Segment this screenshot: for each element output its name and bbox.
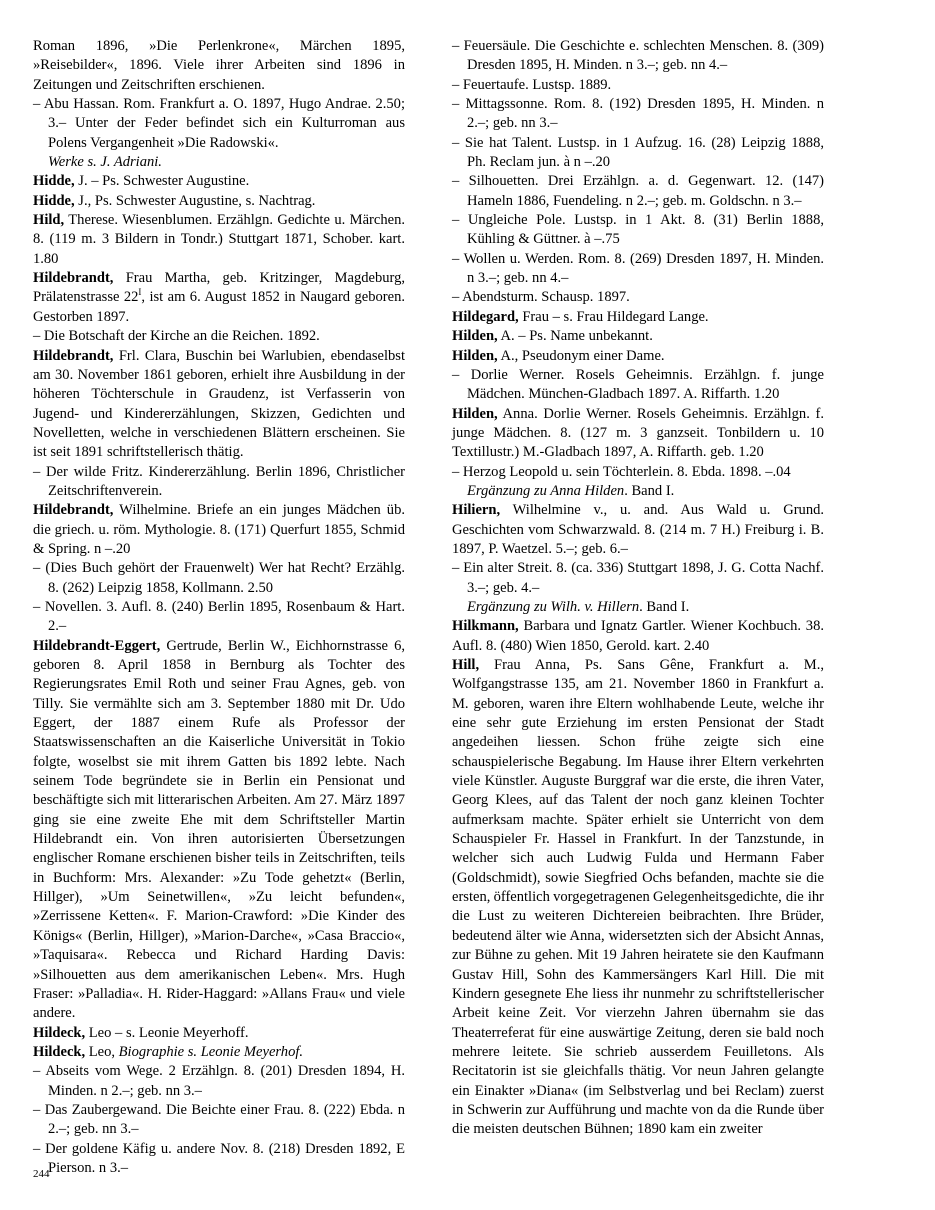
entry-body: A., Pseudonym einer Dame.	[497, 347, 665, 364]
work-item	[452, 250, 824, 289]
work-item	[452, 95, 824, 134]
work-item	[452, 559, 824, 598]
work-item	[33, 1140, 405, 1179]
entry-headword: Hidde,	[33, 173, 75, 190]
entry-body-part-one: Frau Anna, Ps. Sans Gêne, Frankfurt a. M., Wolfgangstrasse 135, am 21. November 1860 in Frankfurt a. M. geboren, waren ihre Eltern wohlhabende Leute, welche ihr eine sehr gute Erziehung im ersten Pensionat der Stadt angedeihen liessen. Schon frühe zeigte sich eine schauspielerische Begabung. Im Hause ihrer Eltern verkehrten viele Künstler. Auguste Burggraf war die erste, die ihren Vater, Georg Klees, auf das Talent der noch ganz kleinen Tochter aufmerksam machte. Später erhielt sie Unterricht von dem Schauspieler Fr. Hassel in Frankfurt. In der Tanzstunde, in welcher sich auch Ludwig Fulda und Hermann Faber (Goldschmidt), sowie Siegfried Ochs befanden, machte sie	[452, 657, 824, 886]
entry-headword: Hilden,	[452, 405, 498, 422]
lexicon-entry	[452, 347, 824, 366]
work-item-text: – Die Botschaft der Kirche an die Reichen. 1892.	[33, 328, 320, 345]
entry-body: J. – Ps. Schwester Augustine.	[74, 173, 250, 190]
entry-body: Therese. Wiesenblumen. Erzählgn. Gedichte u. Märchen. 8. (119 m. 3 Bildern in Tondr.) Stuttgart 1871, Schober. kart. 1.80	[33, 212, 405, 267]
entry-italic-reference: Biographie s. Leonie Meyerhof.	[118, 1043, 304, 1060]
work-item-text: – Wollen u. Werden. Rom. 8. (269) Dresden 1897, H. Minden. n 3.–; geb. nn 4.–	[452, 250, 824, 287]
entry-body-after-superscript: , ist am 6. August 1852 in Naugard geboren. Gestorben 1897.	[33, 289, 405, 325]
lexicon-entry	[452, 617, 824, 656]
entry-tight-justified-line: die ersten, öffentlich vorgegetragenen Gelegenheitsgedichte,	[452, 869, 824, 906]
cross-reference-note	[452, 598, 824, 617]
work-item	[452, 366, 824, 405]
lexicon-entry	[33, 211, 405, 269]
entry-headword: Hilden,	[452, 347, 498, 364]
entry-headword: Hidde,	[33, 192, 75, 209]
paragraph-text: Roman 1896, »Die Perlenkrone«, Märchen 1895, »Reisebilder«, 1896. Viele ihrer Arbeiten sind 1896 in Zeitungen und Zeitschriften erschienen.	[33, 38, 405, 93]
entry-body: A. – Ps. Name unbekannt.	[497, 328, 653, 345]
work-item	[452, 172, 824, 211]
lexicon-entry	[33, 501, 405, 559]
work-item-text: – Feuersäule. Die Geschichte e. schlechten Menschen. 8. (309) Dresden 1895, H. Minden. n 3.–; geb. nn 4.–	[452, 38, 824, 74]
work-item-text: – Mittagssonne. Rom. 8. (192) Dresden 1895, H. Minden. n 2.–; geb. nn 3.–	[452, 96, 824, 132]
work-item-text: – Silhouetten. Drei Erzählgn. a. d. Gegenwart. 12. (147) Hameln 1886, Fuendeling. n 2.–; geb. m. Goldschn. n 3.–	[452, 173, 824, 209]
lexicon-entry	[33, 172, 405, 191]
cross-reference-volume: . Band I.	[639, 598, 690, 615]
cross-reference-volume: . Band I.	[624, 482, 675, 499]
work-item-text: – Feuertaufe. Lustsp. 1889.	[452, 76, 612, 93]
cross-reference-note	[452, 482, 824, 501]
work-item	[33, 598, 405, 637]
cross-reference-italic: Ergänzung zu Anna Hilden	[467, 482, 625, 499]
lexicon-entry	[33, 637, 405, 1024]
entry-headword: Hilkmann,	[452, 618, 519, 635]
work-item	[33, 1062, 405, 1101]
entry-body: Wilhelmine v., u. and. Aus Wald u. Grund. Geschichten vom Schwarzwald. 8. (214 m. 7 H.) Freiburg i. B. 1897, P. Waetzel. 5.–; geb. 6.–	[452, 502, 824, 557]
entry-headword: Hild,	[33, 212, 65, 229]
right-text-column	[452, 37, 824, 1142]
lexicon-entry	[33, 1024, 405, 1043]
entry-headword: Hilden,	[452, 328, 498, 345]
entry-body: Leo – s. Leonie Meyerhoff.	[85, 1024, 249, 1041]
cross-reference-text: Werke s. J. Adriani.	[48, 154, 162, 171]
work-item	[452, 288, 824, 307]
entry-body: J., Ps. Schwester Augustine, s. Nachtrag.	[74, 192, 316, 209]
work-item	[33, 559, 405, 598]
lexicon-entry	[452, 501, 824, 559]
lexicon-entry	[452, 405, 824, 463]
entry-headword: Hildebrandt,	[33, 347, 114, 364]
entry-body: Leo,	[85, 1043, 119, 1060]
entry-headword: Hildebrandt-Eggert,	[33, 637, 161, 654]
address-floor-superscript: I	[138, 287, 142, 298]
work-item-text: – Ungleiche Pole. Lustsp. in 1 Akt. 8. (31) Berlin 1888, Kühling & Güttner. à –.75	[452, 212, 824, 248]
work-item-text: – Sie hat Talent. Lustsp. in 1 Aufzug. 16. (28) Leipzig 1888, Ph. Reclam jun. à n –.20	[452, 134, 824, 171]
work-item	[33, 1101, 405, 1140]
cross-reference-note	[33, 153, 405, 172]
work-item	[452, 211, 824, 250]
continuation-paragraph	[33, 37, 405, 95]
work-item-text: – Abseits vom Wege. 2 Erzählgn. 8. (201) Dresden 1894, H. Minden. n 2.–; geb. nn 3.–	[33, 1063, 405, 1099]
entry-headword: Hiliern,	[452, 502, 501, 519]
entry-headword: Hildeck,	[33, 1024, 86, 1041]
entry-body: Frl. Clara, Buschin bei Warlubien, ebendaselbst am 30. November 1861 geboren, erhielt ihre Ausbildung in der höheren Töchterschule in Graudenz, ist Verfasserin von Jugend- und Kindererzählungen, Skizzen, Gedichten und Novelletten, welche in verschiedenen Blättern erscheinen. Sie ist seit 1891 schriftstellerisch thätig.	[33, 347, 405, 461]
entry-headword: Hildeck,	[33, 1043, 86, 1060]
lexicon-entry-biography	[452, 656, 824, 1140]
lexicon-entry	[33, 1043, 405, 1062]
entry-headword: Hildebrandt,	[33, 270, 114, 287]
work-item	[452, 134, 824, 173]
work-item-text: – Der goldene Käfig u. andere Nov. 8. (218) Dresden 1892, E Pierson. n 3.–	[33, 1140, 405, 1176]
entry-body: Frau – s. Frau Hildegard Lange.	[518, 308, 709, 325]
work-item	[33, 95, 405, 153]
page-number: 244	[33, 1168, 50, 1180]
work-item	[452, 76, 824, 95]
entry-body-before-superscript: Frau Martha, geb. Kritzinger, Magdeburg, Prälatenstrasse 22	[33, 270, 405, 306]
cross-reference-italic: Ergänzung zu Wilh. v. Hillern	[467, 598, 640, 615]
lexicon-entry	[452, 327, 824, 346]
entry-body-part-two: die ihr die Lust zu weiteren Dichtereien beibrachten. Ihre Brüder, bedeutend älter wie Anna, widersetzten sich der Absicht Annas, zur Bühne zu gehen. Mit 19 Jahren heiratete sie den Kaufmann Gustav Hill, Sohn des Kammersängers Karl Hill. Die mit Kindern gesegnete Ehe liess ihr nunmehr zu schriftstellerischer Arbeit keine Zeit. Vor vierzehn Jahren übernahm sie das Theaterreferat für eine auswärtige Zeitung, deren sie bald noch mehrere leitete. Sie schrieb ausserdem Feuilletons. Als Recitatorin ist sie gleichfalls thätig. Vor neun Jahren gelangte ein Einakter »Diana« (im Selbstverlag und bei Reclam) zuerst in Schwerin zur Aufführung und machte von da die Runde über die meisten deutschen Bühnen; 1890 kam ein zweiter	[452, 889, 824, 1138]
work-item-text: – Novellen. 3. Aufl. 8. (240) Berlin 1895, Rosenbaum & Hart. 2.–	[33, 598, 405, 635]
work-item	[452, 37, 824, 76]
work-item-text: – Abendsturm. Schausp. 1897.	[452, 289, 630, 306]
work-item-text: – Herzog Leopold u. sein Töchterlein. 8. Ebda. 1898. –.04	[452, 463, 791, 480]
lexicon-entry	[33, 269, 405, 327]
lexicon-entry	[33, 192, 405, 211]
entry-body: Anna. Dorlie Werner. Rosels Geheimnis. Erzählgn. f. junge Mädchen. 8. (127 m. 3 ganzseit. Tonbildern u. 10 Textillustr.) M.-Gladbach 1897, A. Riffarth. geb. 1.20	[452, 405, 824, 461]
work-item-text: – (Dies Buch gehört der Frauenwelt) Wer hat Recht? Erzählg. 8. (262) Leipzig 1858, Kollmann. 2.50	[33, 560, 405, 596]
work-item-text: – Dorlie Werner. Rosels Geheimnis. Erzählgn. f. junge Mädchen. München-Gladbach 1897. A. Riffarth. 1.20	[452, 366, 824, 403]
entry-body: Barbara und Ignatz Gartler. Wiener Kochbuch. 38. Aufl. 8. (480) Wien 1850, Gerold. kart. 2.40	[452, 618, 824, 654]
entry-body: Wilhelmine. Briefe an ein junges Mädchen üb. die griech. u. röm. Mythologie. 8. (171) Querfurt 1855, Schmid & Spring. n –.20	[33, 502, 405, 557]
entry-body: Gertrude, Berlin W., Eichhornstrasse 6, geboren 8. April 1858 in Bernburg als Tochter des Regierungsrates Emil Roth und seiner Frau Agnes, geb. von Tilly. Sie vermählte sich am 3. September 1880 mit Dr. Udo Eggert, der 1887 einem Rufe als Professor der Staatswissenschaften an die Kaiserliche Universität in Tokio folgte, woselbst sie mit ihrem Gatten bis 1892 lebte. Nach seinem Tode begründete sie in Berlin ein Pensionat und beschäftigte sich mit litterarischen Arbeiten. Am 27. März 1897 ging sie eine zweite Ehe mit dem Schriftsteller Martin Hildebrandt ein. Von ihren autorisierten Übersetzungen englischer Romane erschienen bisher teils in Zeitschriften, teils in Buchform: Mrs. Alexander: »Zu Tode gehetzt« (Berlin, Hillger), »Um Seinetwillen«, »Zu leicht befunden«, »Zerrissene Ketten«. F. Marion-Crawford: »Die Kinder des Königs« (Berlin, Hillger), »Marion-Darche«, »Casa Braccio«, »Taquisara«. Rebecca und Richard Harding Davis: »Silhouetten aus dem amerikanischen Leben«. Mrs. Hugh Fraser: »Palladia«. H. Rider-Haggard: »Allans Frau« und viele andere.	[33, 637, 405, 1022]
work-item	[33, 463, 405, 502]
lexicon-entry	[452, 308, 824, 327]
lexicon-entry	[33, 347, 405, 463]
entry-headword: Hildegard,	[452, 308, 519, 325]
work-item-text: – Abu Hassan. Rom. Frankfurt a. O. 1897, Hugo Andrae. 2.50; 3.– Unter der Feder befindet sich ein Kulturroman aus Polens Vergangenheit »Die Radowski«.	[33, 96, 405, 151]
work-item	[33, 327, 405, 346]
work-item	[452, 463, 824, 482]
work-item-text: – Der wilde Fritz. Kindererzählung. Berlin 1896, Christlicher Zeitschriftenverein.	[33, 463, 405, 499]
entry-headword: Hildebrandt,	[33, 502, 114, 519]
work-item-text: – Ein alter Streit. 8. (ca. 336) Stuttgart 1898, J. G. Cotta Nachf. 3.–; geb. 4.–	[452, 560, 824, 596]
work-item-text: – Das Zaubergewand. Die Beichte einer Frau. 8. (222) Ebda. n 2.–; geb. nn 3.–	[33, 1101, 405, 1138]
entry-headword: Hill,	[452, 657, 480, 673]
